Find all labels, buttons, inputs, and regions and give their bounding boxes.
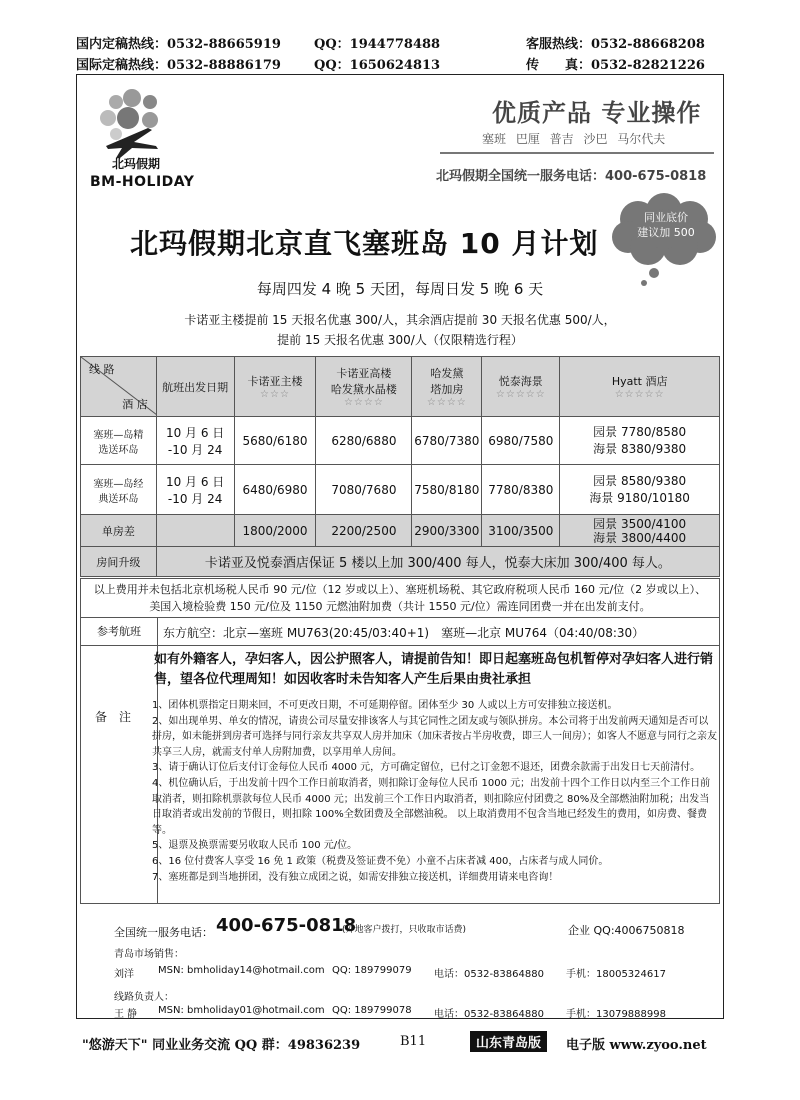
hyatt-ocean: 海景 8380/9380 (593, 441, 687, 456)
sales-tel: 电话：0532-83864880 (434, 969, 544, 980)
fees-line1: 以上费用并未包括北京机场税人民币 90 元/位（12 岁或以上）、塞班机场税、其它政府税项人民币 160 元/位（2 岁或以上）、 (93, 583, 707, 596)
list-item: 7、塞班都是到当地拼团，没有独立成团之说，如需安排独立接送机，详细费用请来电咨询！ (152, 871, 559, 883)
hyatt-cell (560, 417, 720, 465)
service-hotline: 客服热线：0532-88668208 (526, 37, 705, 52)
price-cell: 6480/6980 (234, 465, 316, 515)
domestic-hotline: 国内定稿热线：0532-88665919 (76, 37, 281, 52)
date-cell: 10 月 6 日 -10 月 24 (156, 465, 234, 515)
price-cell: 2900/3300 (412, 515, 482, 547)
hotel-stars: ☆☆☆ (260, 389, 290, 400)
hyatt-cell (560, 465, 720, 515)
date-cell: 10 月 6 日 -10 月 24 (156, 417, 234, 465)
service-line: 北玛假期全国统一服务电话：400-675-0818 (436, 169, 707, 184)
lead-name: 王 静 (114, 1009, 138, 1020)
promo-line2: 提前 15 天报名优惠 300/人（仅限精选行程） (277, 333, 523, 347)
route-cell: 塞班—岛精 选送环岛 (81, 417, 157, 465)
hotel-stars: ☆☆☆☆☆ (614, 389, 665, 400)
hotline-number: 400-675-0818 (216, 915, 357, 936)
hotel-name: Hyatt 酒店 (611, 375, 668, 388)
sales-name: 刘洋 (114, 969, 134, 980)
col-hotel-2 (412, 357, 482, 417)
fax: 传 真：0532-82821226 (526, 58, 705, 73)
corner-hotel: 酒 店 (122, 398, 148, 411)
intl-hotline: 国际定稿热线：0532-88886179 (76, 58, 281, 73)
sales-mobile: 手机：18005324617 (566, 969, 666, 980)
hotel-stars: ☆☆☆☆ (343, 397, 384, 408)
hyatt-cell (560, 515, 720, 547)
schedule: 每周四发 4 晚 5 天团，每周日发 5 晚 6 天 (256, 280, 544, 298)
hotel-stars: ☆☆☆☆☆ (495, 389, 546, 400)
list-item: 1、团体机票指定日期来回，不可更改日期，不可延期停留。团体至少 30 人或以上方可安排独立接送机。 (152, 700, 618, 711)
footer-website: 电子版 www.zyoo.net (566, 1038, 707, 1053)
list-item: 2、如出现单男、单女的情况，请贵公司尽量安排该客人与其它同性之团友或与领队拼房。本公司将于出发前两天通知是否可以拼房，如未能拼到房者可选择与同行亲友共享双人房并加床（加床者按占半房收费，即三人一间房）；如客人不愿意与同行之亲友共享三人房，就需支付单人房附加费，以享用单人房间。 (152, 715, 717, 758)
col-hotel-3 (482, 357, 560, 417)
list-item: 3、请于确认订位后支付订金每位人民币 4000 元，方可确定留位，已付之订金恕不退还，团费余款需于出发日七天前清付。 (152, 762, 701, 774)
list-item: 6、16 位付费客人享受 16 免 1 政策（税费及签证费不免）小童不占床者减 400，占床者与成人同价。 (152, 855, 609, 867)
corner-route: 线 路 (89, 363, 115, 376)
remarks-label-cell (81, 646, 158, 903)
lead-label: 线路负责人： (114, 992, 174, 1003)
divider (440, 152, 714, 154)
upgrade-row (81, 547, 720, 577)
hyatt-garden: 园景 3500/4100 (593, 516, 687, 531)
single-supplement-row (81, 515, 720, 547)
promo (0, 310, 800, 350)
price-cell: 1800/2000 (234, 515, 316, 547)
price-cell: 6780/7380 (412, 417, 482, 465)
edition-badge: 山东青岛版 (470, 1031, 547, 1052)
col-hotel-1 (316, 357, 412, 417)
price-table (80, 356, 720, 577)
lead-qq: QQ: 189799078 (332, 1005, 412, 1016)
hotel-name: 卡诺亚主楼 (247, 375, 303, 388)
enterprise-qq: 企业 QQ:4006750818 (568, 924, 685, 937)
brand-name-zh: 北玛假期 (112, 157, 161, 171)
col-date: 航班出发日期 (156, 357, 234, 417)
upgrade-label: 房间升级 (81, 547, 157, 577)
cloud-text (618, 210, 714, 240)
lead-msn: MSN: bmholiday01@hotmail.com (158, 1005, 325, 1016)
route-cell: 塞班—岛经 典送环岛 (81, 465, 157, 515)
price-cloud-icon (608, 193, 720, 289)
single-label: 单房差 (81, 515, 157, 547)
list-item: 5、退票及换票需要另收取人民币 100 元/位。 (152, 840, 358, 852)
flight-text: 东方航空：北京—塞班 MU763(20:45/03:40+1) 塞班—北京 MU764（04:40/08:30） (163, 626, 645, 640)
flight-row (80, 618, 720, 646)
price-cell: 3100/3500 (482, 515, 560, 547)
fees-line2: 美国入境检验费 150 元/位及 1150 元燃油附加费（共计 1550 元/位）需连同团费一并在出发前支付。 (149, 600, 651, 613)
promo-line1: 卡诺亚主楼提前 15 天报名优惠 300/人，其余酒店提前 30 天报名优惠 500/人， (184, 313, 616, 327)
remarks-warning: 如有外籍客人，孕妇客人，因公护照客人，请提前告知！即日起塞班岛包机暂停对孕妇客人进行销售，望各位代理周知！如因收客时未告知客人产生后果由贵社承担 (154, 652, 714, 687)
price-cell: 6280/6880 (316, 417, 412, 465)
slogan: 优质产品 专业操作 (492, 99, 702, 127)
hotline-label: 全国统一服务电话： (114, 926, 213, 939)
hyatt-ocean: 海景 9180/10180 (589, 490, 690, 505)
sales-label: 青岛市场销售： (114, 949, 184, 960)
cloud-line1: 同业底价 (644, 211, 688, 224)
hotel-name: 悦泰海景 (498, 375, 543, 388)
cloud-line2: 建议加 500 (637, 226, 695, 239)
hyatt-ocean: 海景 3800/4400 (593, 530, 687, 545)
col-hotel-0 (234, 357, 316, 417)
table-row (81, 417, 720, 465)
lead-tel: 电话：0532-83864880 (434, 1009, 544, 1020)
price-cell: 7580/8180 (412, 465, 482, 515)
list-item: 4、机位确认后，于出发前十四个工作日前取消者，则扣除订金每位人民币 1000 元；出发前十四个工作日以内至三个工作日前取消者，则扣除机票款每位人民币 4000 元；出发前三个工作日内取消者，则扣除应付团费之 80%及全部燃油附加税；出发当日取消者或出发前的节假日，则扣除 100%全数团费及全部燃油税。 以上取消费用不包含当地已经发生的费用，如房费、餐费等。 (152, 777, 711, 836)
domestic-qq: QQ：1944778488 (314, 37, 441, 52)
hotel-name: 哈发黛 塔加房 (430, 367, 464, 396)
upgrade-text: 卡诺亚及悦泰酒店保证 5 楼以上加 300/400 每人，悦泰大床加 300/400 每人。 (156, 547, 719, 577)
price-cell: 5680/6180 (234, 417, 316, 465)
page-number: B11 (400, 1034, 427, 1049)
sales-qq: QQ: 189799079 (332, 965, 412, 976)
table-row (81, 465, 720, 515)
remarks-label: 备 注 (95, 710, 132, 724)
remarks-list (152, 698, 718, 885)
destinations: 塞班 巴厘 普吉 沙巴 马尔代夫 (482, 132, 666, 146)
page-title: 北玛假期北京直飞塞班岛 10 月计划 (130, 227, 599, 260)
hotline-note: (外地客户拨打，只收取市话费) (342, 925, 467, 935)
price-cell: 7780/8380 (482, 465, 560, 515)
hyatt-garden: 园景 7780/8580 (593, 424, 687, 439)
brand-name-en: BM-HOLIDAY (90, 174, 195, 190)
col-hotel-4 (560, 357, 720, 417)
hyatt-garden: 园景 8580/9380 (593, 473, 687, 488)
price-cell: 7080/7680 (316, 465, 412, 515)
hotel-name: 卡诺亚高楼 哈发黛水晶楼 (330, 367, 397, 396)
lead-mobile: 手机：13079888998 (566, 1009, 666, 1020)
table-corner (81, 357, 157, 417)
hotel-stars: ☆☆☆☆ (426, 397, 467, 408)
footer-qq-group: "悠游天下" 同业业务交流 QQ 群：49836239 (82, 1038, 361, 1053)
price-cell: 2200/2500 (316, 515, 412, 547)
table-header-row (81, 357, 720, 417)
single-empty (156, 515, 234, 547)
sales-msn: MSN: bmholiday14@hotmail.com (158, 965, 325, 976)
intl-qq: QQ：1650624813 (314, 58, 441, 73)
price-cell: 6980/7580 (482, 417, 560, 465)
fees-note (80, 578, 720, 618)
flight-label: 参考航班 (81, 618, 158, 645)
